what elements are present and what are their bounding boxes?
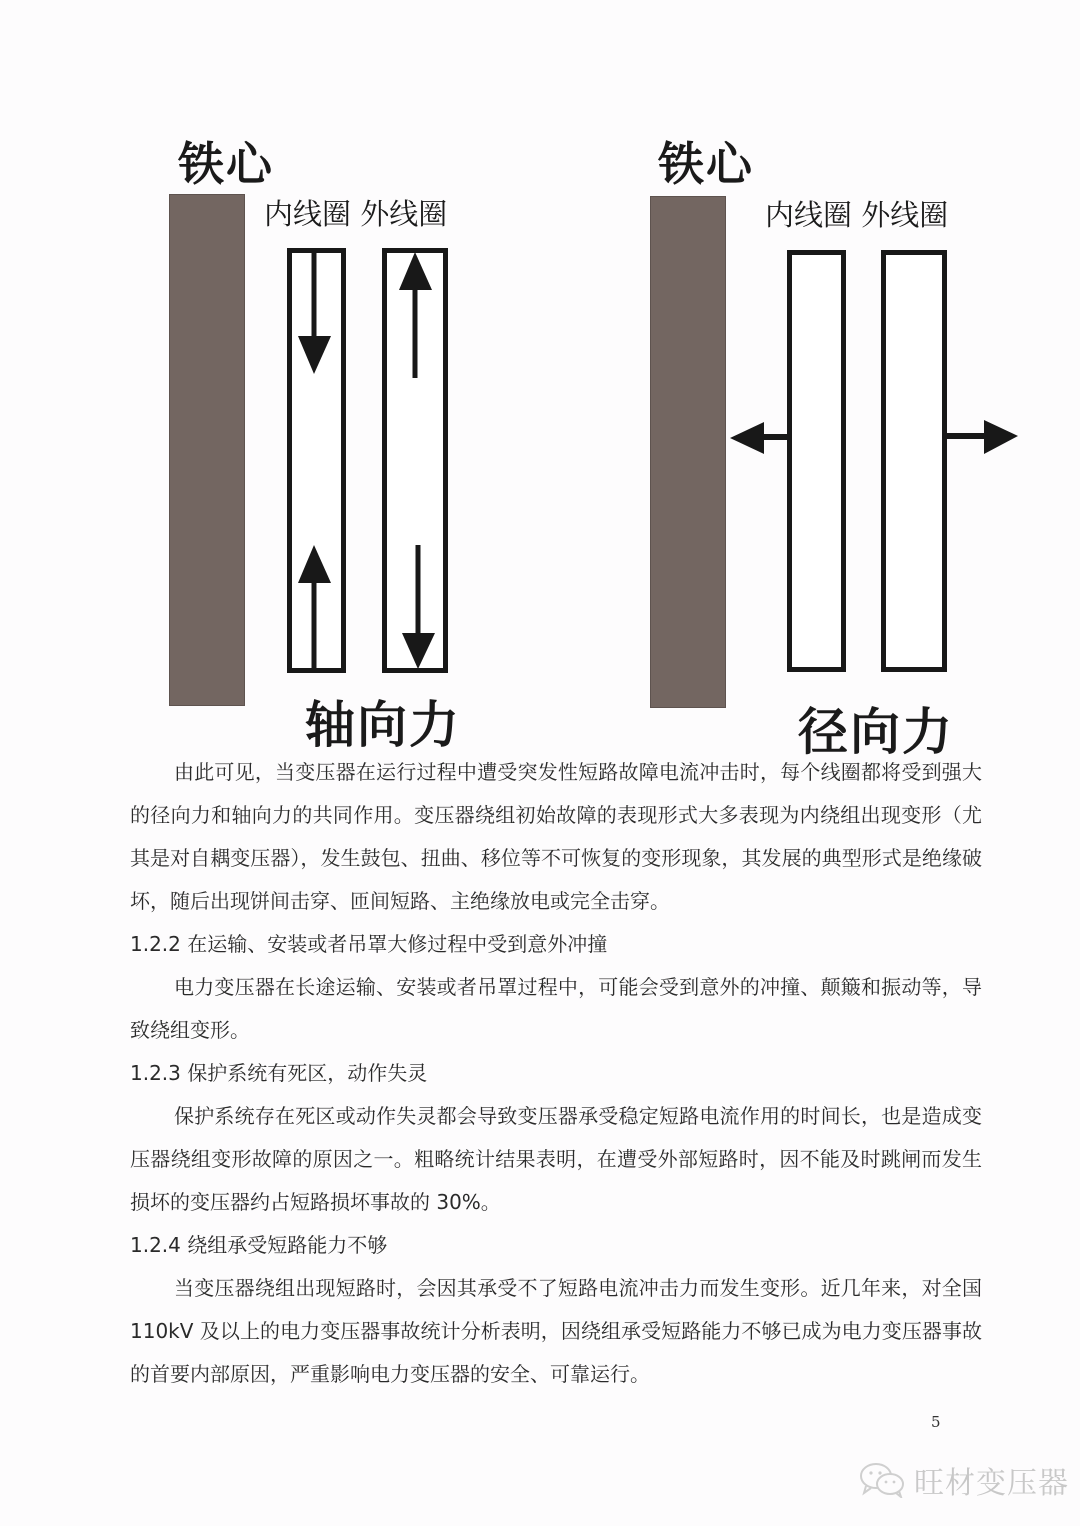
document-body — [130, 751, 982, 1396]
arrow-right-icon — [946, 418, 1020, 456]
section-heading-1-2-4: 1.2.4 绕组承受短路能力不够 — [130, 1233, 388, 1257]
outer-coil — [881, 250, 947, 672]
arrow-up-icon — [295, 543, 335, 668]
paragraph-short-circuit-forces: 由此可见，当变压器在运行过程中遭受突发性短路故障电流冲击时，每个线圈都将受到强大的径向力和轴向力的共同作用。变压器绕组初始故障的表现形式大多表现为内绕组出现变形（尤其是对自耦变压器），发生鼓包、扭曲、移位等不可恢复的变形现象，其发展的典型形式是绝缘破坏，随后出现饼间击穿、匝间短路、主绝缘放电或完全击穿。 — [130, 760, 982, 913]
radial-force-label: 径向力 — [798, 702, 954, 761]
arrow-left-icon — [728, 420, 790, 456]
paragraph-short-circuit-capability: 当变压器绕组出现短路时，会因其承受不了短路电流冲击力而发生变形。近几年来，对全国 110kV 及以上的电力变压器事故统计分析表明，因绕组承受短路能力不够已成为电力变压器事故的首要内部原因，严重影响电力变压器的安全、可靠运行。 — [130, 1276, 982, 1386]
iron-core — [169, 194, 245, 706]
section-heading-1-2-2: 1.2.2 在运输、安装或者吊罩大修过程中受到意外冲撞 — [130, 932, 608, 956]
wechat-icon — [858, 1462, 908, 1498]
paragraph-transport-impact: 电力变压器在长途运输、安装或者吊罩过程中，可能会受到意外的冲撞、颠簸和振动等，导致绕组变形。 — [130, 975, 982, 1042]
axial-force-label: 轴向力 — [305, 695, 461, 754]
paragraph-protection-dead-zone: 保护系统存在死区或动作失灵都会导致变压器承受稳定短路电流作用的时间长，也是造成变压器绕组变形故障的原因之一。粗略统计结果表明，在遭受外部短路时，因不能及时跳闸而发生损坏的变压器约占短路损坏事故的 30%。 — [130, 1104, 982, 1214]
transformer-force-figure — [0, 0, 1080, 760]
watermark-text: 旺材变压器 — [914, 1466, 1069, 1501]
core-label: 铁心 — [658, 137, 754, 191]
arrow-up-icon — [396, 252, 436, 380]
arrow-down-icon — [295, 252, 335, 377]
coil-labels: 内线圈 外线圈 — [765, 198, 949, 232]
inner-coil — [787, 250, 846, 672]
iron-core — [650, 196, 726, 708]
coil-labels: 内线圈 外线圈 — [264, 197, 448, 231]
page-number: 5 — [931, 1413, 941, 1431]
arrow-down-icon — [399, 545, 439, 670]
section-heading-1-2-3: 1.2.3 保护系统有死区，动作失灵 — [130, 1061, 428, 1085]
core-label: 铁心 — [178, 137, 274, 191]
watermark — [858, 1458, 1069, 1502]
